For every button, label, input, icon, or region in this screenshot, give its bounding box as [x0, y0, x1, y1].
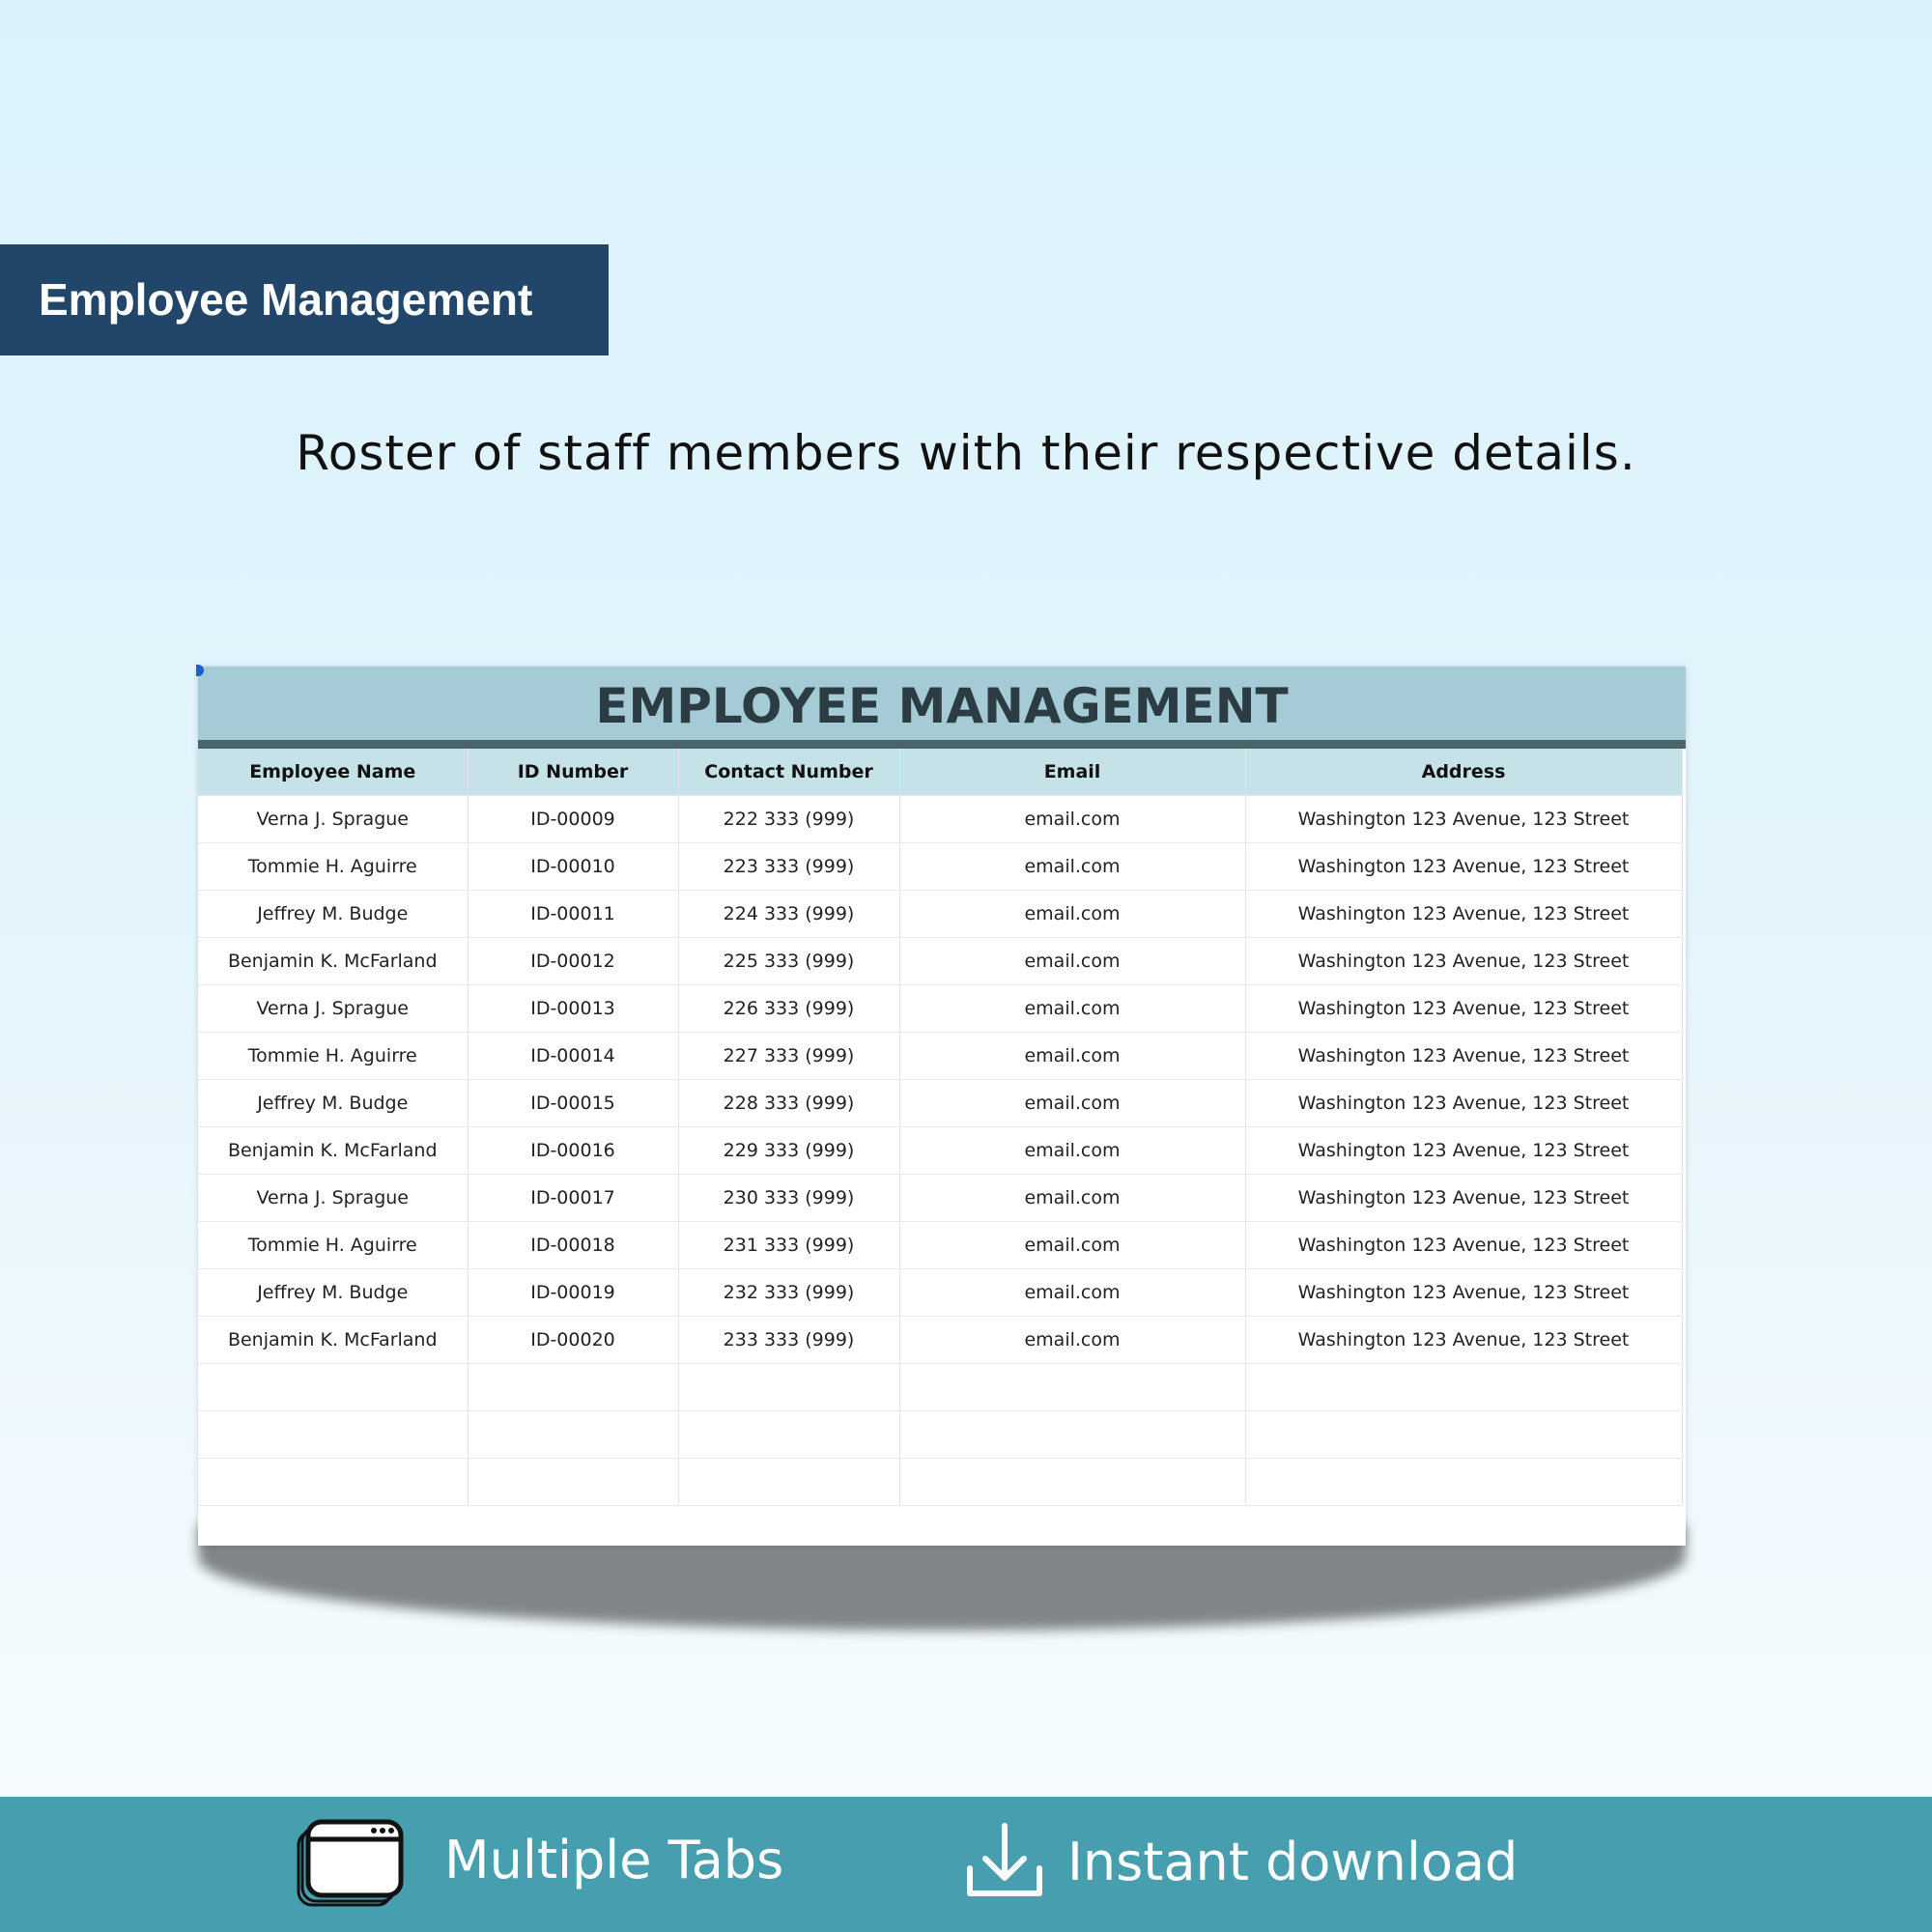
table-row	[198, 1127, 1682, 1175]
cell-email: email.com	[899, 985, 1245, 1033]
spreadsheet-preview	[198, 667, 1686, 1546]
multiple-tabs-label: Multiple Tabs	[444, 1830, 784, 1890]
table-row	[198, 1033, 1682, 1080]
column-header-email: Email	[899, 749, 1245, 796]
cell-address: Washington 123 Avenue, 123 Street	[1245, 985, 1682, 1033]
column-header-address: Address	[1245, 749, 1682, 796]
cell-address: Washington 123 Avenue, 123 Street	[1245, 1317, 1682, 1364]
table-row	[198, 891, 1682, 938]
cell-employee-name: Benjamin K. McFarland	[198, 1317, 468, 1364]
cell-employee-name: Verna J. Sprague	[198, 985, 468, 1033]
cell-id-number: ID-00009	[468, 796, 678, 843]
cell-contact-number: 233 333 (999)	[678, 1317, 899, 1364]
empty-row	[198, 1364, 1682, 1411]
empty-cell	[899, 1411, 1245, 1459]
cell-email: email.com	[899, 891, 1245, 938]
empty-cell	[198, 1411, 468, 1459]
table-row	[198, 1317, 1682, 1364]
empty-cell	[1245, 1459, 1682, 1506]
empty-cell	[468, 1459, 678, 1506]
cell-contact-number: 224 333 (999)	[678, 891, 899, 938]
cell-employee-name: Benjamin K. McFarland	[198, 938, 468, 985]
table-row	[198, 1269, 1682, 1317]
cell-contact-number: 229 333 (999)	[678, 1127, 899, 1175]
empty-row	[198, 1459, 1682, 1506]
empty-row	[198, 1411, 1682, 1459]
cell-email: email.com	[899, 1269, 1245, 1317]
cell-address: Washington 123 Avenue, 123 Street	[1245, 1222, 1682, 1269]
cell-employee-name: Tommie H. Aguirre	[198, 843, 468, 891]
cell-email: email.com	[899, 1127, 1245, 1175]
cell-employee-name: Jeffrey M. Budge	[198, 891, 468, 938]
cell-id-number: ID-00015	[468, 1080, 678, 1127]
cell-address: Washington 123 Avenue, 123 Street	[1245, 1033, 1682, 1080]
cell-address: Washington 123 Avenue, 123 Street	[1245, 796, 1682, 843]
cell-employee-name: Benjamin K. McFarland	[198, 1127, 468, 1175]
cell-employee-name: Jeffrey M. Budge	[198, 1080, 468, 1127]
cell-id-number: ID-00017	[468, 1175, 678, 1222]
cell-email: email.com	[899, 1317, 1245, 1364]
cell-employee-name: Jeffrey M. Budge	[198, 1269, 468, 1317]
cell-contact-number: 226 333 (999)	[678, 985, 899, 1033]
empty-cell	[198, 1364, 468, 1411]
cell-email: email.com	[899, 1080, 1245, 1127]
cell-id-number: ID-00011	[468, 891, 678, 938]
cell-contact-number: 227 333 (999)	[678, 1033, 899, 1080]
cell-contact-number: 222 333 (999)	[678, 796, 899, 843]
cell-contact-number: 228 333 (999)	[678, 1080, 899, 1127]
table-row	[198, 1222, 1682, 1269]
feature-footer	[0, 1797, 1932, 1932]
empty-cell	[678, 1364, 899, 1411]
empty-cell	[1245, 1411, 1682, 1459]
cell-id-number: ID-00020	[468, 1317, 678, 1364]
cell-email: email.com	[899, 1175, 1245, 1222]
instant-download-label: Instant download	[1067, 1832, 1519, 1892]
cell-contact-number: 232 333 (999)	[678, 1269, 899, 1317]
browser-tabs-icon	[295, 1818, 407, 1911]
download-icon	[964, 1820, 1045, 1901]
cell-contact-number: 225 333 (999)	[678, 938, 899, 985]
cell-email: email.com	[899, 1033, 1245, 1080]
cell-contact-number: 230 333 (999)	[678, 1175, 899, 1222]
cell-id-number: ID-00019	[468, 1269, 678, 1317]
cell-email: email.com	[899, 796, 1245, 843]
table-row	[198, 938, 1682, 985]
table-row	[198, 796, 1682, 843]
cell-employee-name: Verna J. Sprague	[198, 1175, 468, 1222]
cell-email: email.com	[899, 1222, 1245, 1269]
cell-email: email.com	[899, 843, 1245, 891]
cell-email: email.com	[899, 938, 1245, 985]
cell-id-number: ID-00014	[468, 1033, 678, 1080]
cell-id-number: ID-00012	[468, 938, 678, 985]
cell-id-number: ID-00018	[468, 1222, 678, 1269]
cell-id-number: ID-00016	[468, 1127, 678, 1175]
empty-cell	[899, 1459, 1245, 1506]
table-row	[198, 985, 1682, 1033]
cell-id-number: ID-00013	[468, 985, 678, 1033]
empty-cell	[678, 1411, 899, 1459]
empty-cell	[1245, 1364, 1682, 1411]
cell-contact-number: 223 333 (999)	[678, 843, 899, 891]
table-row	[198, 1175, 1682, 1222]
cell-employee-name: Tommie H. Aguirre	[198, 1222, 468, 1269]
sheet-title: EMPLOYEE MANAGEMENT	[198, 667, 1686, 740]
column-header-id-number: ID Number	[468, 749, 678, 796]
column-header-employee-name: Employee Name	[198, 749, 468, 796]
empty-cell	[468, 1364, 678, 1411]
empty-cell	[198, 1459, 468, 1506]
employee-table	[198, 749, 1683, 1506]
cell-address: Washington 123 Avenue, 123 Street	[1245, 891, 1682, 938]
cell-id-number: ID-00010	[468, 843, 678, 891]
cell-address: Washington 123 Avenue, 123 Street	[1245, 938, 1682, 985]
title-divider	[198, 740, 1686, 749]
empty-cell	[678, 1459, 899, 1506]
cell-address: Washington 123 Avenue, 123 Street	[1245, 1127, 1682, 1175]
empty-cell	[468, 1411, 678, 1459]
table-header-row	[198, 749, 1682, 796]
page-subtitle: Roster of staff members with their respective details.	[296, 425, 1636, 481]
column-header-contact-number: Contact Number	[678, 749, 899, 796]
empty-cell	[899, 1364, 1245, 1411]
cell-employee-name: Verna J. Sprague	[198, 796, 468, 843]
cell-address: Washington 123 Avenue, 123 Street	[1245, 1080, 1682, 1127]
table-row	[198, 843, 1682, 891]
cell-contact-number: 231 333 (999)	[678, 1222, 899, 1269]
table-row	[198, 1080, 1682, 1127]
cell-employee-name: Tommie H. Aguirre	[198, 1033, 468, 1080]
page-tag: Employee Management	[0, 244, 609, 355]
cell-address: Washington 123 Avenue, 123 Street	[1245, 843, 1682, 891]
cell-address: Washington 123 Avenue, 123 Street	[1245, 1175, 1682, 1222]
cell-address: Washington 123 Avenue, 123 Street	[1245, 1269, 1682, 1317]
